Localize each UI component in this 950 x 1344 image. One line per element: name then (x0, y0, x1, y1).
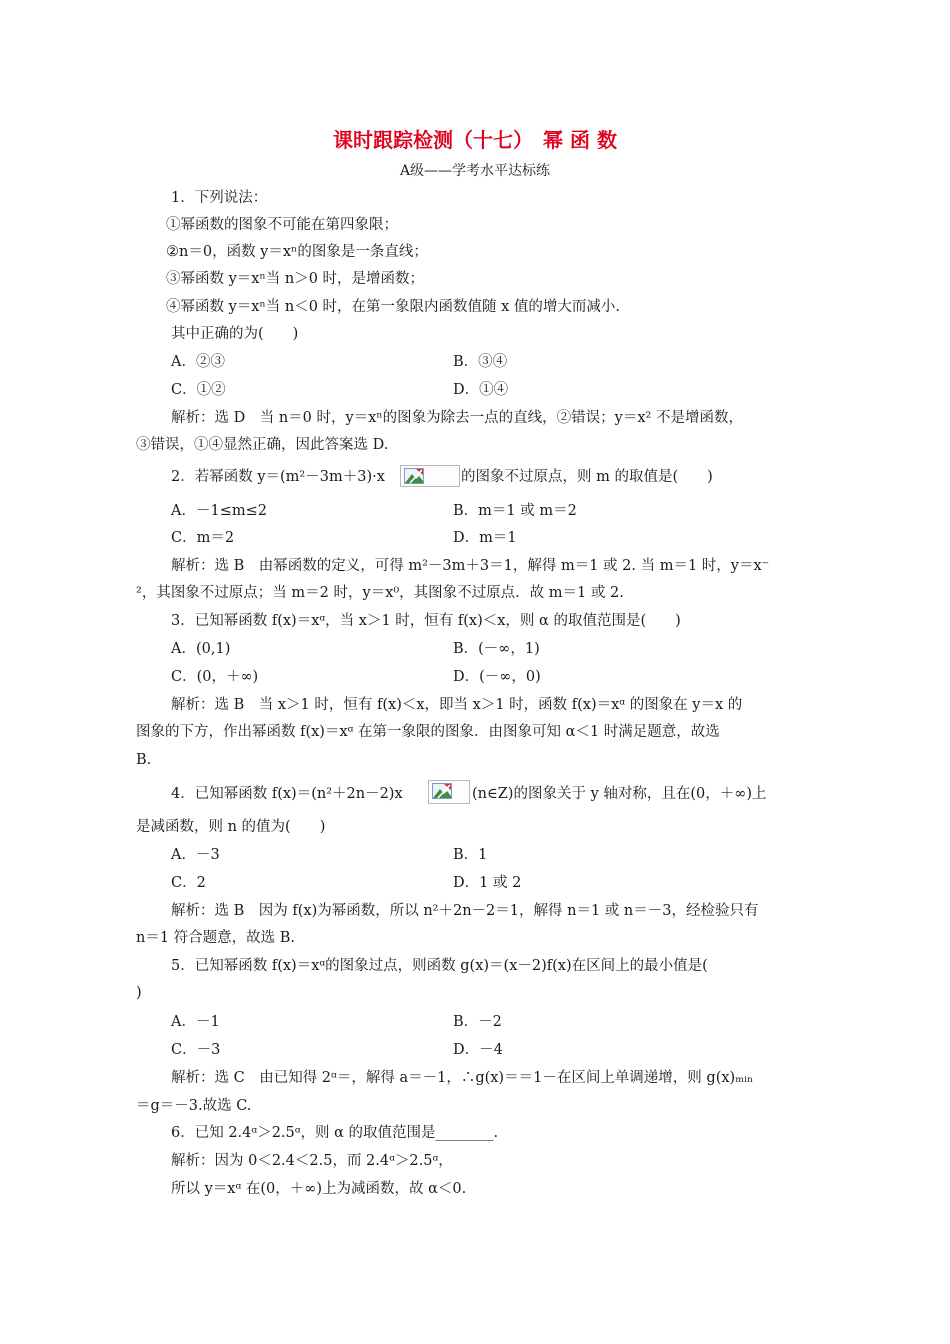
question-2-stem: 2．若幂函数 y＝(m²－3m＋3)·x (171, 469, 385, 485)
question-4-option-c: C．2 (171, 875, 206, 891)
page-title: 课时跟踪检测（十七） 幂 函 数 (333, 128, 617, 152)
question-3-option-c: C．(0，＋∞) (171, 669, 259, 685)
question-2-option-d: D．m＝1 (453, 530, 517, 546)
question-2-solution-cont: ²，其图象不过原点；当 m＝2 时，y＝x⁰，其图象不过原点．故 m＝1 或 2. (136, 585, 624, 601)
question-5-solution-cont: ＝g＝－3.故选 C. (136, 1098, 252, 1114)
question-6-stem: 6．已知 2.4ᵅ＞2.5ᵅ，则 α 的取值范围是________. (171, 1125, 499, 1141)
question-4-stem-cont: (n∈Z)的图象关于 y 轴对称，且在(0，＋∞)上 (472, 786, 767, 802)
question-1-option-a: A．②③ (171, 354, 225, 370)
question-2-option-b: B．m＝1 或 m＝2 (453, 503, 577, 519)
question-1-statement-2: ②n＝0，函数 y＝xⁿ的图象是一条直线； (166, 244, 428, 260)
question-3-option-b: B．(－∞，1) (453, 641, 540, 657)
question-4-option-d: D．1 或 2 (453, 875, 522, 891)
question-1-statement-4: ④幂函数 y＝xⁿ当 n＜0 时，在第一象限内函数值随 x 值的增大而减小. (166, 299, 621, 315)
question-1-solution: 解析：选 D 当 n＝0 时，y＝xⁿ的图象为除去一点的直线，②错误；y＝x² 不是增函数， (171, 410, 743, 426)
question-1-solution-cont: ③错误，①④显然正确，因此答案选 D. (136, 437, 389, 453)
question-4-option-b: B．1 (453, 847, 488, 863)
question-1-statement-3: ③幂函数 y＝xⁿ当 n＞0 时，是增函数； (166, 271, 425, 287)
question-4-option-a: A．－3 (171, 847, 220, 863)
question-6-solution-cont: 所以 y＝xᵅ 在(0，＋∞)上为减函数，故 α＜0. (171, 1181, 467, 1197)
broken-image-icon (428, 780, 470, 804)
question-3-solution-end: B. (136, 752, 152, 768)
question-5-option-d: D．－4 (453, 1042, 503, 1058)
question-3-option-d: D．(－∞，0) (453, 669, 541, 685)
question-1-prompt: 其中正确的为( ) (171, 326, 299, 342)
question-5-stem: 5．已知幂函数 f(x)＝xᵅ的图象过点，则函数 g(x)＝(x－2)f(x)在区间上的最小值是( (171, 958, 708, 974)
broken-image-icon (400, 465, 460, 487)
question-5-option-b: B．－2 (453, 1014, 502, 1030)
question-2-option-a: A．－1≤m≤2 (171, 503, 267, 519)
question-4-solution: 解析：选 B 因为 f(x)为幂函数，所以 n²＋2n－2＝1，解得 n＝1 或 n＝－3，经检验只有 (171, 903, 759, 919)
question-1-statement-1: ①幂函数的图象不可能在第四象限； (166, 217, 398, 233)
question-5-stem-cont: ) (136, 985, 142, 1001)
question-3-option-a: A．(0,1) (171, 641, 231, 657)
question-1-stem: 1．下列说法： (171, 190, 268, 206)
question-5-option-a: A．－1 (171, 1014, 220, 1030)
question-4-solution-cont: n＝1 符合题意，故选 B. (136, 930, 296, 946)
question-2-option-c: C．m＝2 (171, 530, 235, 546)
question-5-solution: 解析：选 C 由已知得 2ᵅ＝，解得 a＝－1，∴g(x)＝＝1－在区间上单调递增，则 g(x)ₘᵢₙ (171, 1070, 754, 1086)
question-1-option-c: C．①② (171, 382, 226, 398)
section-subtitle: A级——学考水平达标练 (399, 163, 551, 179)
question-5-option-c: C．－3 (171, 1042, 221, 1058)
question-1-option-d: D．①④ (453, 382, 509, 398)
question-3-solution: 解析：选 B 当 x＞1 时，恒有 f(x)＜x，即当 x＞1 时，函数 f(x)＝xᵅ 的图象在 y＝x 的 (171, 697, 743, 713)
question-1-option-b: B．③④ (453, 354, 508, 370)
question-3-solution-cont: 图象的下方，作出幂函数 f(x)＝xᵅ 在第一象限的图象．由图象可知 α＜1 时满足题意，故选 (136, 724, 720, 740)
question-6-solution: 解析：因为 0＜2.4＜2.5，而 2.4ᵅ＞2.5ᵅ， (171, 1153, 453, 1169)
question-3-stem: 3．已知幂函数 f(x)＝xᵅ，当 x＞1 时，恒有 f(x)＜x，则 α 的取值范围是( ) (171, 613, 681, 629)
question-2-stem-cont: 的图象不过原点，则 m 的取值是( ) (461, 469, 713, 485)
question-4-stem-end: 是减函数，则 n 的值为( ) (136, 819, 326, 835)
question-4-stem: 4．已知幂函数 f(x)＝(n²＋2n－2)x (171, 786, 403, 802)
question-2-solution: 解析：选 B 由幂函数的定义，可得 m²－3m＋3＝1，解得 m＝1 或 2. 当 m＝1 时，y＝x⁻ (171, 558, 770, 574)
